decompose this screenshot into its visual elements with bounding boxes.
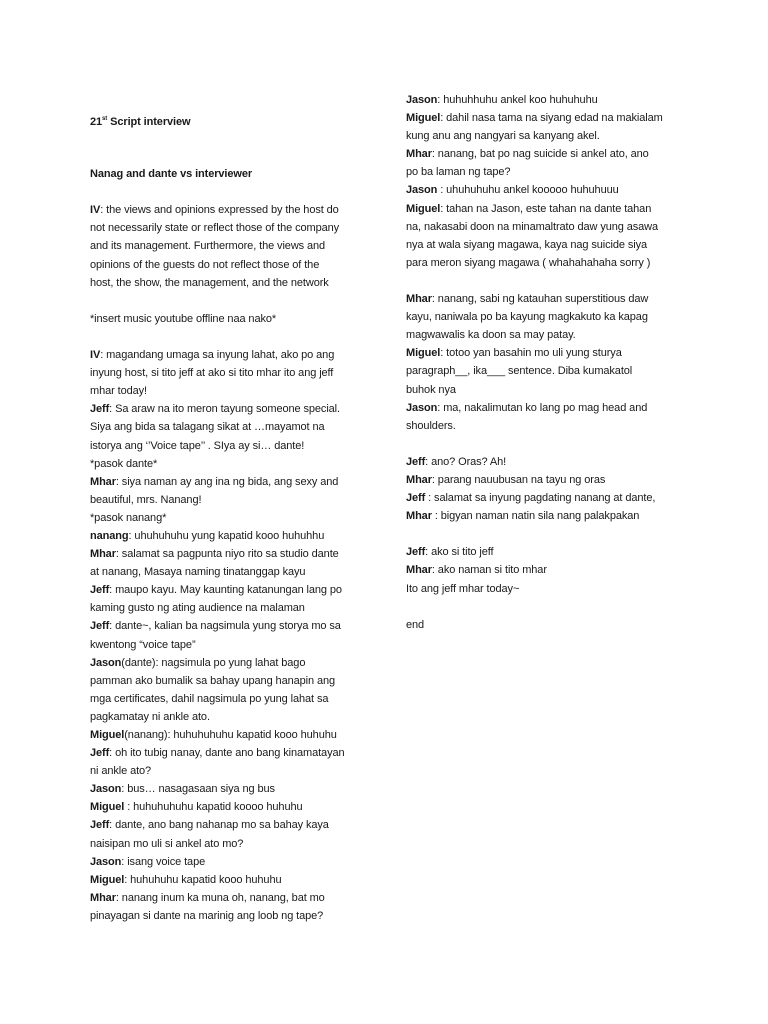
dialogue-text: not necessarily state or reflect those of the company [90,222,340,235]
speaker-name: Jeff [90,403,110,416]
dialogue-text: : dante~, kalian ba nagsimula yung storya mo sa [109,620,341,633]
speaker-name: Jason [90,656,122,669]
speaker-name: Jason [406,94,438,106]
script-line [90,473,390,491]
script-line [90,871,390,889]
dialogue-text: Ito ang jeff mhar today~ [406,582,520,595]
script-line [90,672,390,690]
script-line [406,254,706,272]
script-line [406,580,706,598]
dialogue-text: end [406,618,425,631]
script-paragraph [90,346,390,925]
speaker-name: Mhar [406,293,432,306]
speaker-name: Jason [90,783,122,796]
dialogue-text: : bus… nasagasaan siya ng bus [121,783,275,796]
script-line [90,364,390,382]
dialogue-text: paragraph__, ika___ sentence. Diba kumakatol [406,365,633,378]
dialogue-text: : nanang, bat po nag suicide si ankel ato, ano [431,148,649,161]
dialogue-text: : bigyan naman natin sila nang palakpakan [431,510,640,523]
script-paragraph [406,453,706,525]
title-text: Script interview [107,116,191,128]
script-line [90,418,390,436]
script-line [90,491,390,509]
script-line [406,308,706,326]
dialogue-text: magwawalis ka doon sa may patay. [406,329,576,342]
script-line [90,636,390,654]
script-paragraph [90,201,390,291]
script-line [90,780,390,798]
dialogue-text: ni ankle ato? [90,765,152,778]
script-line [90,455,390,473]
dialogue-text: : oh ito tubig nanay, dante ano bang kinamatayan [109,747,345,760]
script-line [406,399,706,417]
dialogue-text: : nanang, sabi ng katauhan superstitious daw [431,293,649,306]
dialogue-text: : totoo yan basahin mo uli yung sturya [440,347,622,360]
script-line [90,762,390,780]
script-line [406,417,706,435]
speaker-name: Jason [406,184,438,197]
dialogue-text: : nanang inum ka muna oh, nanang, bat mo [115,891,325,904]
speaker-name: Miguel [90,729,125,741]
script-line [90,346,390,364]
dialogue-text: shoulders. [406,419,456,432]
dialogue-text: opinions of the guests do not reflect those of the [90,258,320,271]
dialogue-text: *pasok dante* [90,457,158,470]
dialogue-text: *insert music youtube offline naa nako* [90,312,277,325]
dialogue-text: pagkamatay ni ankle ato. [90,710,210,723]
script-line [90,219,390,237]
dialogue-text: kaming gusto ng ating audience na malaman [90,602,305,615]
script-line [90,726,390,744]
dialogue-text: beautiful, mrs. Nanang! [90,493,202,506]
script-paragraph [90,310,390,328]
dialogue-text: mhar today! [90,385,147,398]
script-line [406,181,706,199]
dialogue-text: : huhuhhuhu ankel koo huhuhuhu [437,94,598,106]
dialogue-text: : magandang umaga sa inyung lahat, ako po ang [100,349,335,362]
dialogue-text: : uhuhuhuhu ankel kooooo huhuhuuu [437,184,619,197]
dialogue-text: pamman ako bumalik sa bahay upang hanapin ang [90,674,336,687]
script-line [90,816,390,834]
script-line [90,744,390,762]
script-line [90,581,390,599]
script-line [406,453,706,471]
speaker-name: Miguel [406,202,441,215]
dialogue-text: : ako si tito jeff [425,546,494,559]
script-line [90,310,390,328]
dialogue-text: *pasok nanang* [90,511,167,524]
speaker-name: Jason [90,855,122,868]
script-line [406,616,706,634]
dialogue-text: : uhuhuhuhu yung kapatid kooo huhuhhu [128,529,325,542]
dialogue-text: Siya ang bida sa talagang sikat at …mayamot na [90,421,325,434]
dialogue-text: : huhuhuhuhu kapatid koooo huhuhu [124,801,303,814]
speaker-name: Jeff [406,546,426,559]
dialogue-text: : ma, nakalimutan ko lang po mag head and [437,401,648,414]
right-column [406,91,706,652]
script-paragraph [406,290,706,435]
script-line [90,599,390,617]
speaker-name: Mhar [406,510,432,523]
script-line [406,145,706,163]
title-superscript: st [102,116,108,122]
script-line [406,290,706,308]
script-line [90,708,390,726]
dialogue-text: pinayagan si dante na marinig ang loob ng tape? [90,909,324,922]
script-line [90,889,390,907]
script-line [406,507,706,525]
speaker-name: Mhar [406,564,432,577]
dialogue-text: mga certificates, dahil nagsimula po yung lahat sa [90,692,329,705]
script-line [406,543,706,561]
speaker-name: Miguel [406,112,441,125]
section-heading: Nanag and dante vs interviewer [90,168,253,181]
script-line [406,362,706,380]
left-column [90,110,390,943]
script-line [90,527,390,545]
speaker-name: Jeff [90,747,110,760]
script-line [406,489,706,507]
script-line [406,163,706,181]
script-line [90,907,390,925]
script-line [90,509,390,527]
dialogue-text: : ano? Oras? Ah! [425,455,507,468]
script-line [90,654,390,672]
speaker-name: Mhar [406,148,432,161]
script-line [90,545,390,563]
script-line [90,237,390,255]
speaker-name: Miguel [406,347,441,360]
script-line [90,437,390,455]
dialogue-text: : huhuhuhu kapatid kooo huhuhu [124,873,282,886]
script-line [90,274,390,292]
dialogue-text: : isang voice tape [121,855,206,868]
script-line [90,256,390,274]
script-paragraph [406,91,706,272]
dialogue-text: : salamat sa inyung pagdating nanang at dante, [425,492,656,505]
dialogue-text: and its management. Furthermore, the views and [90,240,326,253]
dialogue-text: naisipan mo uli si ankel ato mo? [90,837,244,850]
dialogue-text: istorya ang ‘’Voice tape’’ . SIya ay si… dante! [90,439,305,452]
script-line [406,471,706,489]
script-line [90,201,390,219]
script-line [90,835,390,853]
dialogue-text: po ba laman ng tape? [406,166,511,179]
script-line [90,690,390,708]
dialogue-text: (nanang): huhuhuhuhu kapatid kooo huhuhu [124,729,337,741]
dialogue-text: : parang nauubusan na tayu ng oras [431,473,606,486]
dialogue-text: : Sa araw na ito meron tayung someone special. [109,403,340,416]
dialogue-text: : maupo kayu. May kaunting katanungan lang po [109,584,342,597]
speaker-name: Mhar [90,891,116,904]
dialogue-text: : salamat sa pagpunta niyo rito sa studio dante [115,548,339,561]
dialogue-text: : tahan na Jason, este tahan na dante tahan [440,202,652,215]
script-line [406,91,706,109]
script-line [406,344,706,362]
dialogue-text: : dante, ano bang nahanap mo sa bahay kaya [109,819,329,832]
dialogue-text: kayu, naniwala po ba kayung magkakuto ka kapag [406,311,648,324]
script-line [406,200,706,218]
dialogue-text: inyung host, si tito jeff at ako si tito mhar ito ang jeff [90,367,334,380]
speaker-name: Jeff [90,584,110,597]
script-line [90,798,390,816]
dialogue-text: : dahil nasa tama na siyang edad na makialam [440,112,663,125]
speaker-name: nanang [90,529,129,542]
speaker-name: Jason [406,401,438,414]
dialogue-text: kwentong “voice tape” [90,638,196,651]
speaker-name: Mhar [406,473,432,486]
speaker-name: IV [90,349,101,362]
script-line [406,109,706,127]
speaker-name: Jeff [406,492,426,505]
script-paragraph [406,616,706,634]
script-line [406,326,706,344]
dialogue-text: : siya naman ay ang ina ng bida, ang sexy and [115,475,339,488]
speaker-name: IV [90,204,101,217]
script-line [90,853,390,871]
dialogue-text: na, nakasabi doon na minamaltrato daw yung asawa [406,220,659,233]
speaker-name: Mhar [90,475,116,488]
script-line [90,400,390,418]
dialogue-text: host, the show, the management, and the network [90,276,329,289]
dialogue-text: nya at wala siyang magawa, kaya nag suicide siya [406,238,648,251]
title-number: 21 [90,116,103,128]
script-line [406,218,706,236]
script-line [406,381,706,399]
dialogue-text: (dante): nagsimula po yung lahat bago [121,656,306,669]
dialogue-text: para meron siyang magawa ( whahahahaha sorry ) [406,256,651,269]
dialogue-text: : ako naman si tito mhar [431,564,547,577]
script-paragraph [406,543,706,597]
speaker-name: Jeff [90,819,110,832]
script-line [90,563,390,581]
dialogue-text: : the views and opinions expressed by the host do [100,204,339,217]
script-line [406,561,706,579]
document-title [90,110,390,128]
speaker-name: Jeff [406,455,426,468]
script-line [406,236,706,254]
script-line [90,617,390,635]
speaker-name: Miguel [90,873,125,886]
dialogue-text: kung anu ang nangyari sa kanyang akel. [406,130,600,143]
script-line [406,127,706,145]
speaker-name: Miguel [90,801,125,814]
speaker-name: Jeff [90,620,110,633]
script-line [90,382,390,400]
speaker-name: Mhar [90,548,116,561]
dialogue-text: at nanang, Masaya naming tinatanggap kayu [90,566,306,579]
dialogue-text: buhok nya [406,383,456,396]
